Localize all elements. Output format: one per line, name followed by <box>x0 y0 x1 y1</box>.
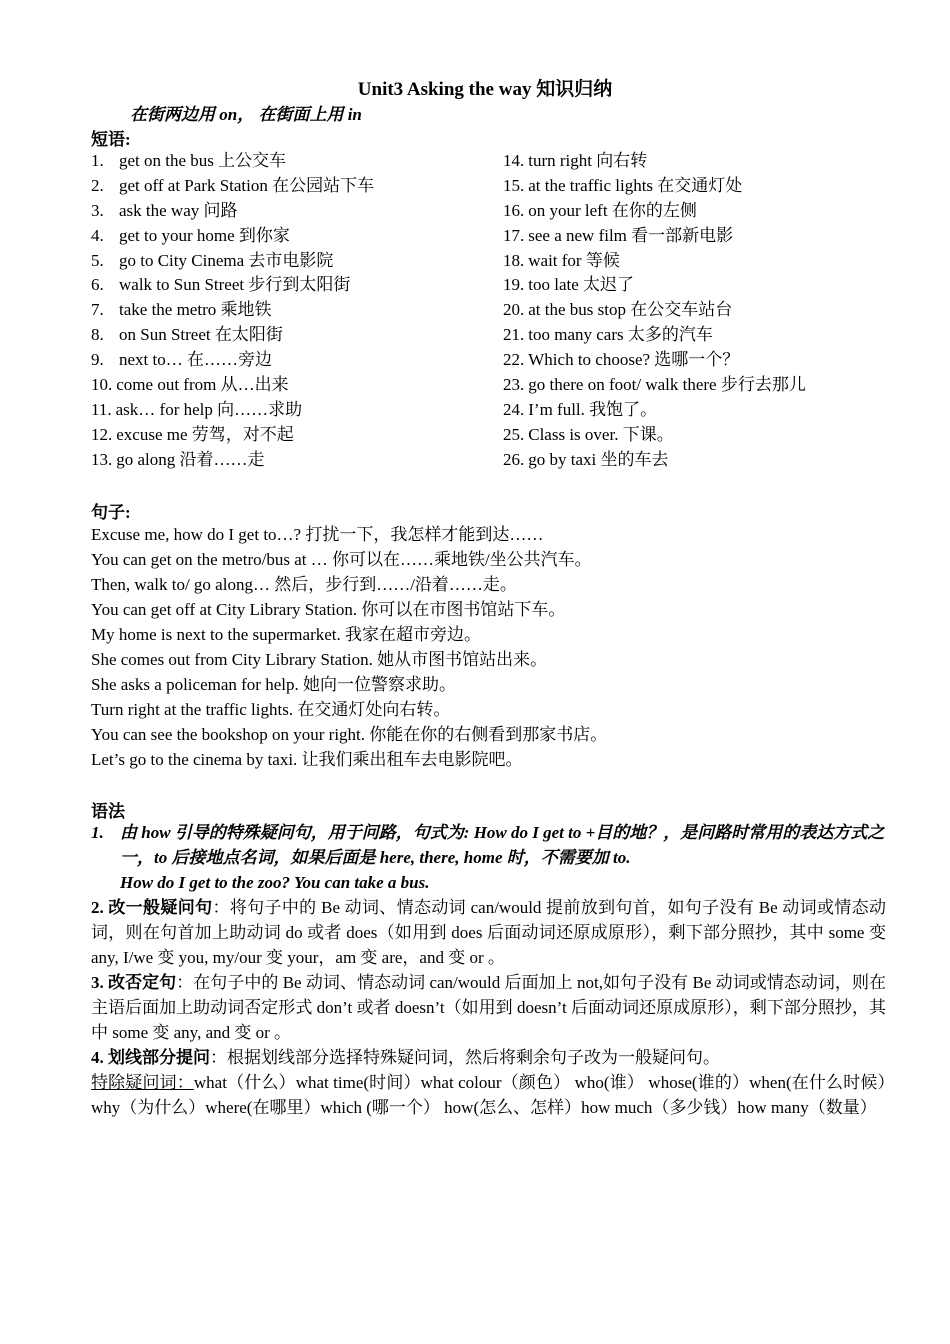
list-item: Then, walk to/ go along… 然后，步行到……/沿着……走。 <box>91 575 517 594</box>
sentences-list <box>91 522 607 772</box>
list-item: 2. get off at Park Station 在公园站下车 <box>91 175 375 195</box>
list-item: Excuse me, how do I get to…? 打扰一下，我怎样才能到达…… <box>91 525 544 544</box>
list-item: 18. wait for 等候 <box>503 250 620 270</box>
list-item: 12. excuse me 劳驾，对不起 <box>91 424 294 444</box>
grammar-item-2: 2. 改一般疑问句：将句子中的 Be 动词、情态动词 can/would 提前放到句首，如句子没有 Be 动词或情态动词，则在句首加上助动词 do 或者 does（如用到 does 后面动词还原成原形），剩下部分照抄，其中 some 变 any, I/we 变 you, my/our 变 your，am 变 are，and 变 or 。 <box>91 898 886 967</box>
list-item: You can see the bookshop on your right. 你能在你的右侧看到那家书店。 <box>91 725 608 744</box>
phrases-heading: 短语: <box>91 130 131 149</box>
sentences-heading: 句子: <box>91 503 131 522</box>
list-item: 6. walk to Sun Street 步行到太阳街 <box>91 275 351 295</box>
list-item: 14. turn right 向右转 <box>503 151 648 170</box>
list-item: 24. I’m full. 我饱了。 <box>503 399 658 419</box>
phrases-list-left <box>91 149 374 473</box>
grammar-example: How do I get to the zoo? You can take a bus. <box>120 873 430 892</box>
list-item: 26. go by taxi 坐的车去 <box>503 449 669 469</box>
list-item: She comes out from City Library Station. 她从市图书馆站出来。 <box>91 650 548 669</box>
list-item: 10. come out from 从…出来 <box>91 375 289 395</box>
question-words: 特除疑问词：what（什么）what time(时间）what colour（颜色） who(谁） whose(谁的）when(在什么时候）why（为什么）where(在哪里）which (哪一个） how(怎么、怎样）how much（多少钱）how many（数量） <box>91 1073 887 1117</box>
list-item: You can get off at City Library Station. 你可以在市图书馆站下车。 <box>91 600 566 619</box>
list-item: 20. at the bus stop 在公交车站台 <box>503 300 733 320</box>
list-item: 21. too many cars 太多的汽车 <box>503 325 713 345</box>
list-item: 3. ask the way 问路 <box>91 200 238 220</box>
list-item: 13. go along 沿着……走 <box>91 449 265 469</box>
list-item: You can get on the metro/bus at … 你可以在……乘地铁/坐公共汽车。 <box>91 550 592 569</box>
grammar-section <box>91 820 886 1120</box>
list-item: 25. Class is over. 下课。 <box>503 424 674 444</box>
grammar-item-3: 3. 改否定句：在句子中的 Be 动词、情态动词 can/would 后面加上 not,如句子没有 Be 动词或情态动词，则在主语后面加上助动词否定形式 don’t 或者 doesn’t（如用到 doesn’t 后面动词还原成原形），剩下部分照抄，其中 some 变 any, and 变 or 。 <box>91 973 887 1042</box>
list-item: She asks a policeman for help. 她向一位警察求助。 <box>91 675 456 694</box>
grammar-item-1: 1. 由 how 引导的特殊疑问句，用于问路，句式为: How do I get to +目的地？，是问路时常用的表达方式之一，to 后接地点名词，如果后面是 here, there, home 时，不需要加 to. <box>91 823 885 867</box>
list-item: 19. too late 太迟了 <box>503 275 635 295</box>
list-item: 9. next to… 在……旁边 <box>91 350 272 370</box>
list-item: 16. on your left 在你的左侧 <box>503 200 697 220</box>
list-item: 15. at the traffic lights 在交通灯处 <box>503 175 743 195</box>
grammar-item-4: 4. 划线部分提问：根据划线部分选择特殊疑问词，然后将剩余句子改为一般疑问句。 <box>91 1048 720 1067</box>
list-item: 8. on Sun Street 在太阳街 <box>91 325 283 345</box>
phrases-list-right <box>503 149 806 473</box>
grammar-heading: 语法 <box>91 802 125 821</box>
page-subtitle: 在街两边用 on， 在街面上用 in <box>130 105 362 124</box>
list-item: Let’s go to the cinema by taxi. 让我们乘出租车去电影院吧。 <box>91 750 523 769</box>
list-item: My home is next to the supermarket. 我家在超市旁边。 <box>91 625 482 644</box>
list-item: 1. get on the bus 上公交车 <box>91 151 287 170</box>
list-item: 17. see a new film 看一部新电影 <box>503 225 734 245</box>
list-item: Turn right at the traffic lights. 在交通灯处向右转。 <box>91 700 451 719</box>
list-item: 22. Which to choose? 选哪一个？ <box>503 350 740 370</box>
page-title: Unit3 Asking the way 知识归纳 <box>357 79 613 100</box>
list-item: 7. take the metro 乘地铁 <box>91 300 272 320</box>
list-item: 5. go to City Cinema 去市电影院 <box>91 250 334 270</box>
list-item: 11. ask… for help 向……求助 <box>91 399 303 419</box>
list-item: 23. go there on foot/ walk there 步行去那儿 <box>503 375 806 395</box>
list-item: 4. get to your home 到你家 <box>91 225 290 245</box>
